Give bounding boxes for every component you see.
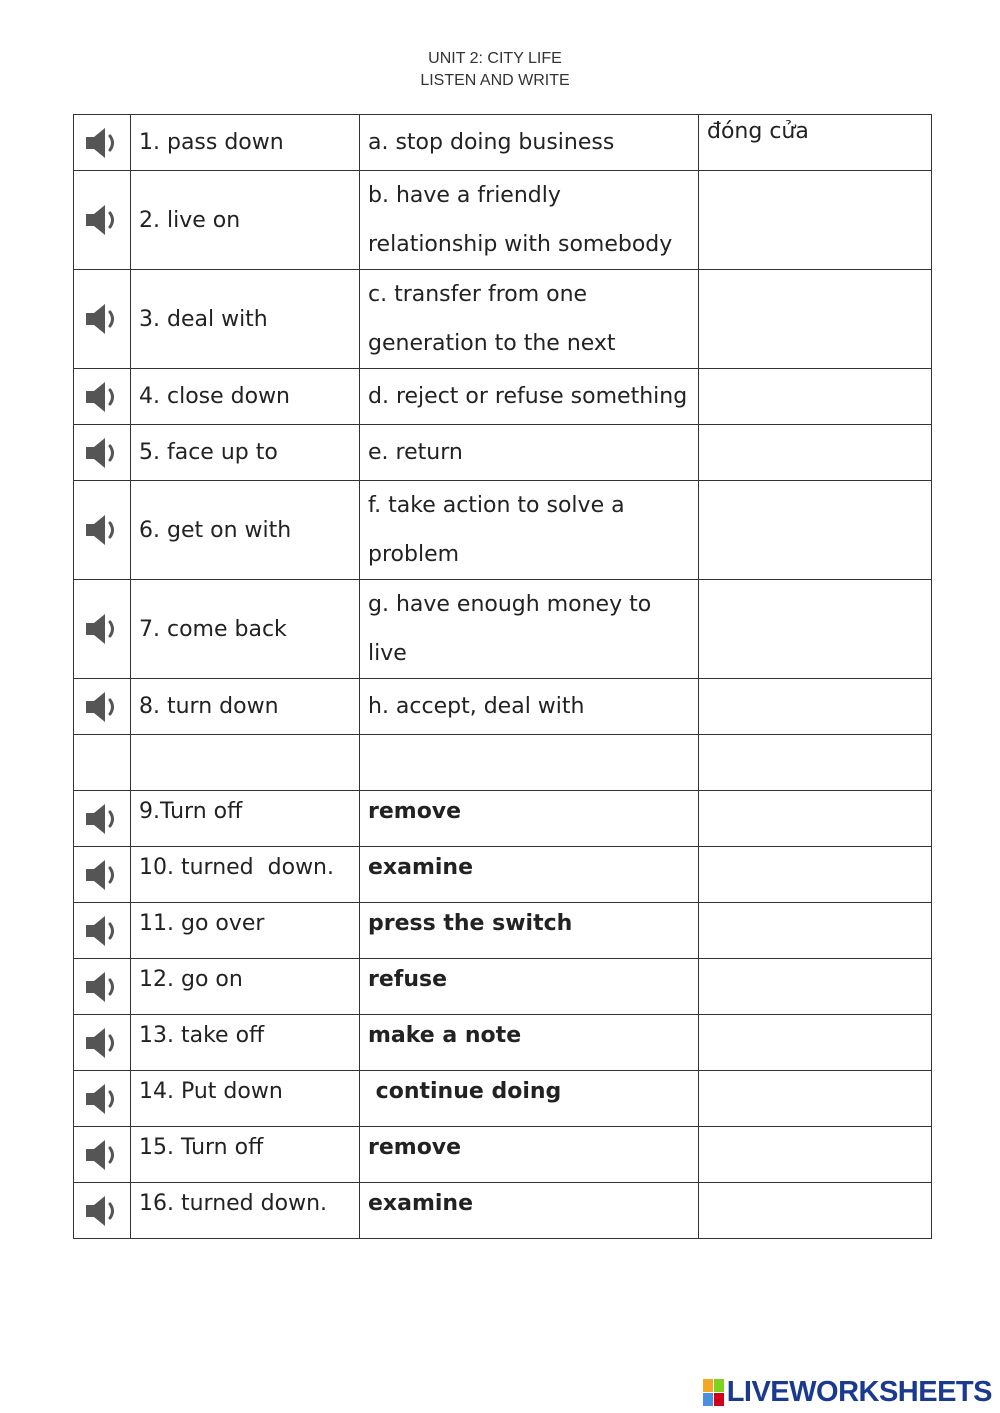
logo-text: LIVEWORKSHEETS [726, 1375, 992, 1408]
phrasal-verb: 9.Turn off [139, 799, 243, 824]
speaker-icon[interactable] [83, 688, 121, 726]
audio-cell [74, 580, 131, 679]
audio-cell [74, 679, 131, 735]
audio-cell [74, 1127, 131, 1183]
table-row [74, 735, 932, 791]
audio-cell [74, 903, 131, 959]
answer-cell [699, 679, 932, 735]
definition-cell [360, 1127, 699, 1183]
phrase-cell [131, 481, 360, 580]
definition-cell [360, 903, 699, 959]
table-row [74, 959, 932, 1015]
phrase-cell [131, 1015, 360, 1071]
answer-cell [699, 115, 932, 171]
phrase-cell [131, 903, 360, 959]
table-row [74, 1127, 932, 1183]
phrasal-verb: 15. Turn off [139, 1135, 264, 1160]
speaker-icon[interactable] [83, 800, 121, 838]
answer-input[interactable] [707, 175, 923, 200]
answer-input[interactable] [707, 963, 923, 988]
answer-input[interactable] [707, 485, 923, 510]
logo-block [714, 1379, 724, 1392]
definition-text: continue doing [368, 1079, 562, 1104]
definition-cell [360, 115, 699, 171]
definition-text: examine [368, 1191, 474, 1216]
definition-cell [360, 369, 699, 425]
answer-input[interactable] [707, 274, 923, 299]
definition-cell [360, 425, 699, 481]
answer-input[interactable] [707, 373, 923, 398]
definition-cell [360, 791, 699, 847]
table-row [74, 270, 932, 369]
audio-cell [74, 369, 131, 425]
speaker-icon[interactable] [83, 968, 121, 1006]
definition-cell [360, 959, 699, 1015]
speaker-icon[interactable] [83, 912, 121, 950]
speaker-icon[interactable] [83, 378, 121, 416]
definition-cell [360, 481, 699, 580]
answer-cell [699, 847, 932, 903]
answer-input[interactable] [707, 1075, 923, 1100]
answer-cell [699, 903, 932, 959]
answer-cell [699, 959, 932, 1015]
definition-text: press the switch [368, 911, 573, 936]
phrasal-verb: 7. come back [139, 616, 287, 642]
phrase-cell [131, 115, 360, 171]
audio-cell [74, 171, 131, 270]
definition-cell [360, 847, 699, 903]
table-row [74, 580, 932, 679]
answer-cell [699, 171, 932, 270]
answer-input[interactable] [707, 584, 923, 609]
phrasal-verb: 4. close down [139, 384, 291, 409]
table-row [74, 1071, 932, 1127]
answer-input[interactable] [707, 739, 923, 764]
phrase-cell [131, 735, 360, 791]
logo-mark-icon [703, 1379, 724, 1406]
answer-cell [699, 1015, 932, 1071]
speaker-icon[interactable] [83, 610, 121, 648]
audio-cell [74, 735, 131, 791]
answer-cell [699, 1183, 932, 1239]
definition-text: examine [368, 855, 474, 880]
table-row [74, 369, 932, 425]
audio-cell [74, 481, 131, 580]
phrase-cell [131, 959, 360, 1015]
audio-cell [74, 425, 131, 481]
logo-block [703, 1379, 713, 1392]
speaker-icon[interactable] [83, 511, 121, 549]
definition-cell [360, 171, 699, 270]
definition-text: h. accept, deal with [368, 694, 585, 719]
definition-text: refuse [368, 967, 448, 992]
definition-text: e. return [368, 440, 463, 465]
answer-input[interactable] [707, 1019, 923, 1044]
definition-cell [360, 580, 699, 679]
answer-input[interactable] [707, 119, 923, 144]
phrase-cell [131, 171, 360, 270]
answer-cell [699, 735, 932, 791]
task-instruction: LISTEN AND WRITE [420, 72, 570, 89]
phrase-cell [131, 369, 360, 425]
answer-input[interactable] [707, 429, 923, 454]
speaker-icon[interactable] [83, 1024, 121, 1062]
table-row [74, 171, 932, 270]
vocabulary-table [73, 114, 932, 1239]
answer-cell [699, 270, 932, 369]
phrasal-verb: 1. pass down [139, 130, 284, 155]
definition-cell [360, 735, 699, 791]
audio-cell [74, 1071, 131, 1127]
definition-text: remove [368, 1135, 462, 1160]
definition-text: f. take action to solve a problem [368, 493, 632, 567]
answer-cell [699, 369, 932, 425]
definition-text: d. reject or refuse something [368, 384, 688, 409]
answer-input[interactable] [707, 1131, 923, 1156]
phrasal-verb: 13. take off [139, 1023, 265, 1048]
answer-cell [699, 1071, 932, 1127]
answer-cell [699, 481, 932, 580]
definition-text: b. have a friendly relationship with somebody [368, 183, 673, 257]
audio-cell [74, 115, 131, 171]
liveworksheets-logo [703, 1377, 992, 1407]
phrasal-verb: 2. live on [139, 207, 241, 233]
table-row [74, 1183, 932, 1239]
phrase-cell [131, 679, 360, 735]
phrase-cell [131, 791, 360, 847]
speaker-icon[interactable] [83, 1192, 121, 1230]
definition-text: c. transfer from one generation to the next [368, 282, 616, 356]
phrasal-verb: 8. turn down [139, 694, 279, 719]
table-row [74, 481, 932, 580]
speaker-icon[interactable] [83, 856, 121, 894]
unit-title: UNIT 2: CITY LIFE [428, 50, 562, 67]
answer-cell [699, 425, 932, 481]
phrasal-verb: 14. Put down [139, 1079, 283, 1104]
speaker-icon[interactable] [83, 124, 121, 162]
table-row [74, 679, 932, 735]
phrase-cell [131, 425, 360, 481]
table-row [74, 903, 932, 959]
phrase-cell [131, 847, 360, 903]
speaker-icon[interactable] [83, 300, 121, 338]
speaker-icon[interactable] [83, 201, 121, 239]
audio-cell [74, 1015, 131, 1071]
table-row [74, 791, 932, 847]
definition-text: a. stop doing business [368, 130, 615, 155]
definition-text: remove [368, 799, 462, 824]
answer-input[interactable] [707, 1187, 923, 1212]
phrase-cell [131, 1183, 360, 1239]
audio-cell [74, 959, 131, 1015]
logo-block [703, 1393, 713, 1406]
phrase-cell [131, 580, 360, 679]
table-row [74, 425, 932, 481]
phrase-cell [131, 270, 360, 369]
speaker-icon[interactable] [83, 434, 121, 472]
speaker-icon[interactable] [83, 1136, 121, 1174]
audio-cell [74, 791, 131, 847]
phrasal-verb: 5. face up to [139, 440, 278, 465]
definition-text: make a note [368, 1023, 522, 1048]
answer-cell [699, 791, 932, 847]
audio-cell [74, 270, 131, 369]
answer-cell [699, 580, 932, 679]
worksheet-header [0, 48, 990, 92]
speaker-icon[interactable] [83, 1080, 121, 1118]
table-row [74, 115, 932, 171]
phrasal-verb: 11. go over [139, 911, 265, 936]
phrasal-verb: 12. go on [139, 967, 243, 992]
definition-cell [360, 1183, 699, 1239]
definition-text: g. have enough money to live [368, 592, 659, 666]
table-row [74, 1015, 932, 1071]
phrasal-verb: 6. get on with [139, 517, 292, 543]
answer-input[interactable] [707, 851, 923, 876]
table-row [74, 847, 932, 903]
answer-cell [699, 1127, 932, 1183]
phrasal-verb: 3. deal with [139, 306, 268, 332]
definition-cell [360, 270, 699, 369]
definition-cell [360, 1071, 699, 1127]
answer-input[interactable] [707, 907, 923, 932]
phrase-cell [131, 1127, 360, 1183]
phrasal-verb: 10. turned down. [139, 855, 334, 880]
answer-input[interactable] [707, 795, 923, 820]
phrase-cell [131, 1071, 360, 1127]
definition-cell [360, 1015, 699, 1071]
answer-input[interactable] [707, 683, 923, 708]
audio-cell [74, 847, 131, 903]
phrasal-verb: 16. turned down. [139, 1191, 327, 1216]
audio-cell [74, 1183, 131, 1239]
definition-cell [360, 679, 699, 735]
logo-block [714, 1393, 724, 1406]
